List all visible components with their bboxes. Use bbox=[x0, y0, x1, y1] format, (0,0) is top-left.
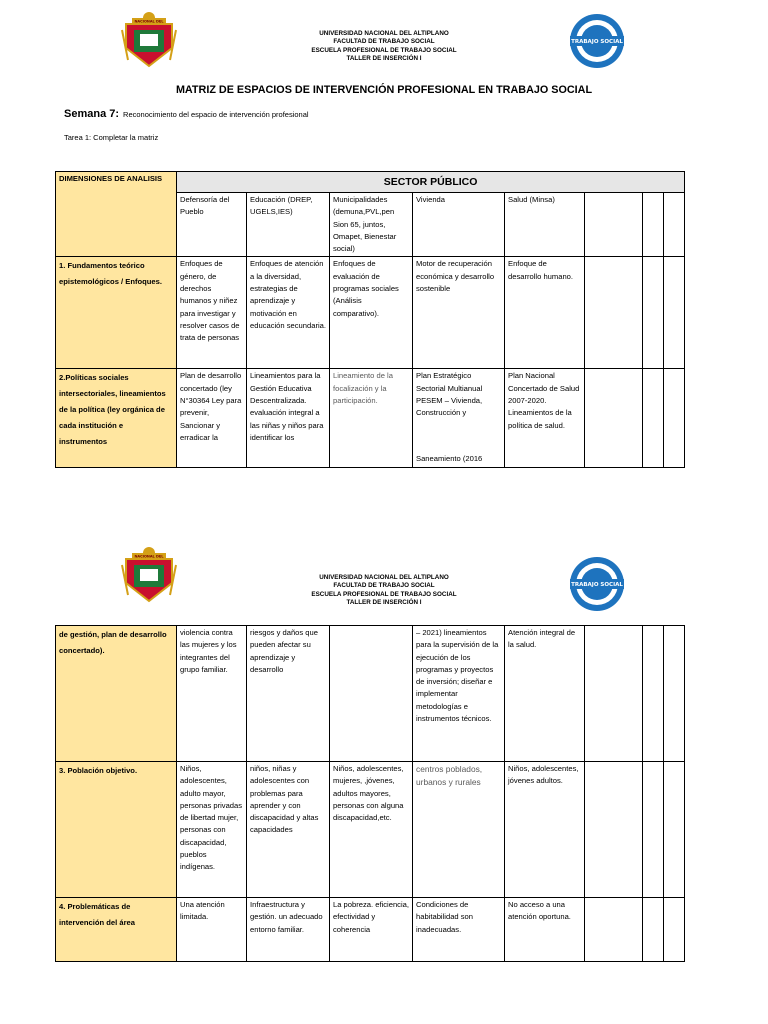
vivienda-text: Plan Estratégico Sectorial Multianual PESEM – Vivienda, Construcción y bbox=[416, 371, 483, 418]
institution-header bbox=[230, 30, 538, 64]
table-cell: centros poblados, urbanos y rurales bbox=[413, 762, 505, 898]
university-shield-logo-left bbox=[118, 10, 180, 68]
col-municipalidades: Municipalidades (demuna,PVL,pen Sion 65, juntos, Omapet, Bienestar social) bbox=[330, 193, 413, 257]
table-cell: La pobreza. eficiencia, efectividad y coherencia bbox=[330, 898, 413, 962]
table-cell: violencia contra las mujeres y los integrantes del grupo familiar. bbox=[177, 626, 247, 762]
social-work-logo-right bbox=[568, 12, 626, 70]
table-cell: Enfoque de desarrollo humano. bbox=[505, 257, 585, 369]
empty-cell bbox=[585, 626, 643, 762]
week-subtitle: Reconocimiento del espacio de intervención profesional bbox=[123, 110, 309, 119]
empty-cell bbox=[664, 626, 685, 762]
empty-cell bbox=[585, 257, 643, 369]
table-cell: Niños, adolescentes, mujeres, ,jóvenes, adultos mayores, personas con alguna discapacidad,etc. bbox=[330, 762, 413, 898]
task-label: Tarea 1: Completar la matriz bbox=[64, 133, 159, 142]
table-cell: riesgos y daños que pueden afectar su aprendizaje y desarrollo bbox=[247, 626, 330, 762]
school-name: ESCUELA PROFESIONAL DE TRABAJO SOCIAL bbox=[311, 46, 457, 54]
table-cell bbox=[413, 369, 505, 468]
empty-cell bbox=[643, 257, 664, 369]
table-cell: Motor de recuperación económica y desarrollo sostenible bbox=[413, 257, 505, 369]
logo-left-text: NACIONAL DEL bbox=[134, 554, 164, 559]
table-cell: Una atención limitada. bbox=[177, 898, 247, 962]
empty-cell bbox=[664, 898, 685, 962]
dimension-cell: 4. Problemáticas de intervención del área bbox=[56, 898, 177, 962]
col-educacion: Educación (DREP, UGELS,IES) bbox=[247, 193, 330, 257]
table-cell: – 2021) lineamientos para la supervisión de la ejecución de los programas y proyectos de inversión; diseñar e implementar metodologías e instrumentos técnicos. bbox=[413, 626, 505, 762]
table-cell: Lineamientos para la Gestión Educativa Descentralizada. evaluación integral a las niñas y niños para identificar los bbox=[247, 369, 330, 468]
table-cell: No acceso a una atención oportuna. bbox=[505, 898, 585, 962]
table-cell: Niños, adolescentes, jóvenes adultos. bbox=[505, 762, 585, 898]
matrix-table-page1 bbox=[55, 171, 685, 468]
dimensions-header: DIMENSIONES DE ANALISIS bbox=[56, 172, 177, 257]
table-cell: Enfoques de género, de derechos humanos y niñez para investigar y resolver casos de trata de personas bbox=[177, 257, 247, 369]
institution-header bbox=[230, 574, 538, 608]
dimension-cell: de gestión, plan de desarrollo concertado). bbox=[56, 626, 177, 762]
social-work-logo-right bbox=[568, 555, 626, 613]
col-defensoria: Defensoría del Pueblo bbox=[177, 193, 247, 257]
dimension-cell: 3. Población objetivo. bbox=[56, 762, 177, 898]
col-salud: Salud (Minsa) bbox=[505, 193, 585, 257]
table-cell: Plan Nacional Concertado de Salud 2007-2020. Lineamientos de la política de salud. bbox=[505, 369, 585, 468]
dimension-cell: 2.Políticas sociales intersectoriales, lineamientos de la política (ley orgánica de cada institución e instrumentos bbox=[56, 369, 177, 468]
empty-cell bbox=[664, 257, 685, 369]
table-cell: niños, niñas y adolescentes con problemas para aprender y con discapacidad y altas capacidades bbox=[247, 762, 330, 898]
table-cell: Atención integral de la salud. bbox=[505, 626, 585, 762]
week-heading bbox=[64, 108, 309, 120]
document-title: MATRIZ DE ESPACIOS DE INTERVENCIÓN PROFESIONAL EN TRABAJO SOCIAL bbox=[175, 84, 593, 96]
empty-cell bbox=[585, 762, 643, 898]
col-vivienda: Vivienda bbox=[413, 193, 505, 257]
empty-cell bbox=[643, 369, 664, 468]
logo-left-text: NACIONAL DEL bbox=[134, 19, 164, 24]
empty-cell bbox=[643, 762, 664, 898]
table-cell: Infraestructura y gestión. un adecuado entorno familiar. bbox=[247, 898, 330, 962]
empty-col-header bbox=[643, 193, 664, 257]
empty-cell bbox=[664, 369, 685, 468]
dimension-cell: 1. Fundamentos teórico epistemológicos / Enfoques. bbox=[56, 257, 177, 369]
empty-col-header bbox=[664, 193, 685, 257]
empty-cell bbox=[585, 369, 643, 468]
university-name: UNIVERSIDAD NACIONAL DEL ALTIPLANO bbox=[319, 574, 449, 581]
school-name: ESCUELA PROFESIONAL DE TRABAJO SOCIAL bbox=[311, 590, 457, 598]
sector-header: SECTOR PÚBLICO bbox=[177, 172, 685, 193]
matrix-table-page2 bbox=[55, 625, 685, 962]
faculty-name: FACULTAD DE TRABAJO SOCIAL bbox=[333, 582, 435, 590]
table-cell: Enfoques de atención a la diversidad, estrategias de aprendizaje y motivación en educación secundaria. bbox=[247, 257, 330, 369]
week-label: Semana 7: bbox=[64, 108, 120, 120]
table-cell: Enfoques de evaluación de programas sociales (Análisis comparativo). bbox=[330, 257, 413, 369]
table-cell: Plan de desarrollo concertado (ley N°30364 Ley para prevenir, Sancionar y erradicar la bbox=[177, 369, 247, 468]
university-name: UNIVERSIDAD NACIONAL DEL ALTIPLANO bbox=[319, 30, 449, 37]
empty-cell bbox=[585, 898, 643, 962]
table-cell: Niños, adolescentes, adulto mayor, personas privadas de libertad mujer, personas con discapacidad, pueblos indígenas. bbox=[177, 762, 247, 898]
logo-right-text: TRABAJO SOCIAL bbox=[571, 582, 623, 588]
workshop-name: TALLER DE INSERCIÓN I bbox=[346, 55, 422, 63]
empty-cell bbox=[664, 762, 685, 898]
workshop-name: TALLER DE INSERCIÓN I bbox=[346, 599, 422, 607]
faculty-name: FACULTAD DE TRABAJO SOCIAL bbox=[333, 38, 435, 46]
table-cell: Lineamiento de la focalización y la participación. bbox=[330, 369, 413, 468]
vivienda-bottom-text: Saneamiento (2016 bbox=[416, 454, 483, 464]
logo-right-text: TRABAJO SOCIAL bbox=[571, 39, 623, 45]
university-shield-logo-left bbox=[118, 545, 180, 603]
table-cell bbox=[330, 626, 413, 762]
table-cell: Condiciones de habitabilidad son inadecuadas. bbox=[413, 898, 505, 962]
empty-col-header bbox=[585, 193, 643, 257]
empty-cell bbox=[643, 898, 664, 962]
empty-cell bbox=[643, 626, 664, 762]
